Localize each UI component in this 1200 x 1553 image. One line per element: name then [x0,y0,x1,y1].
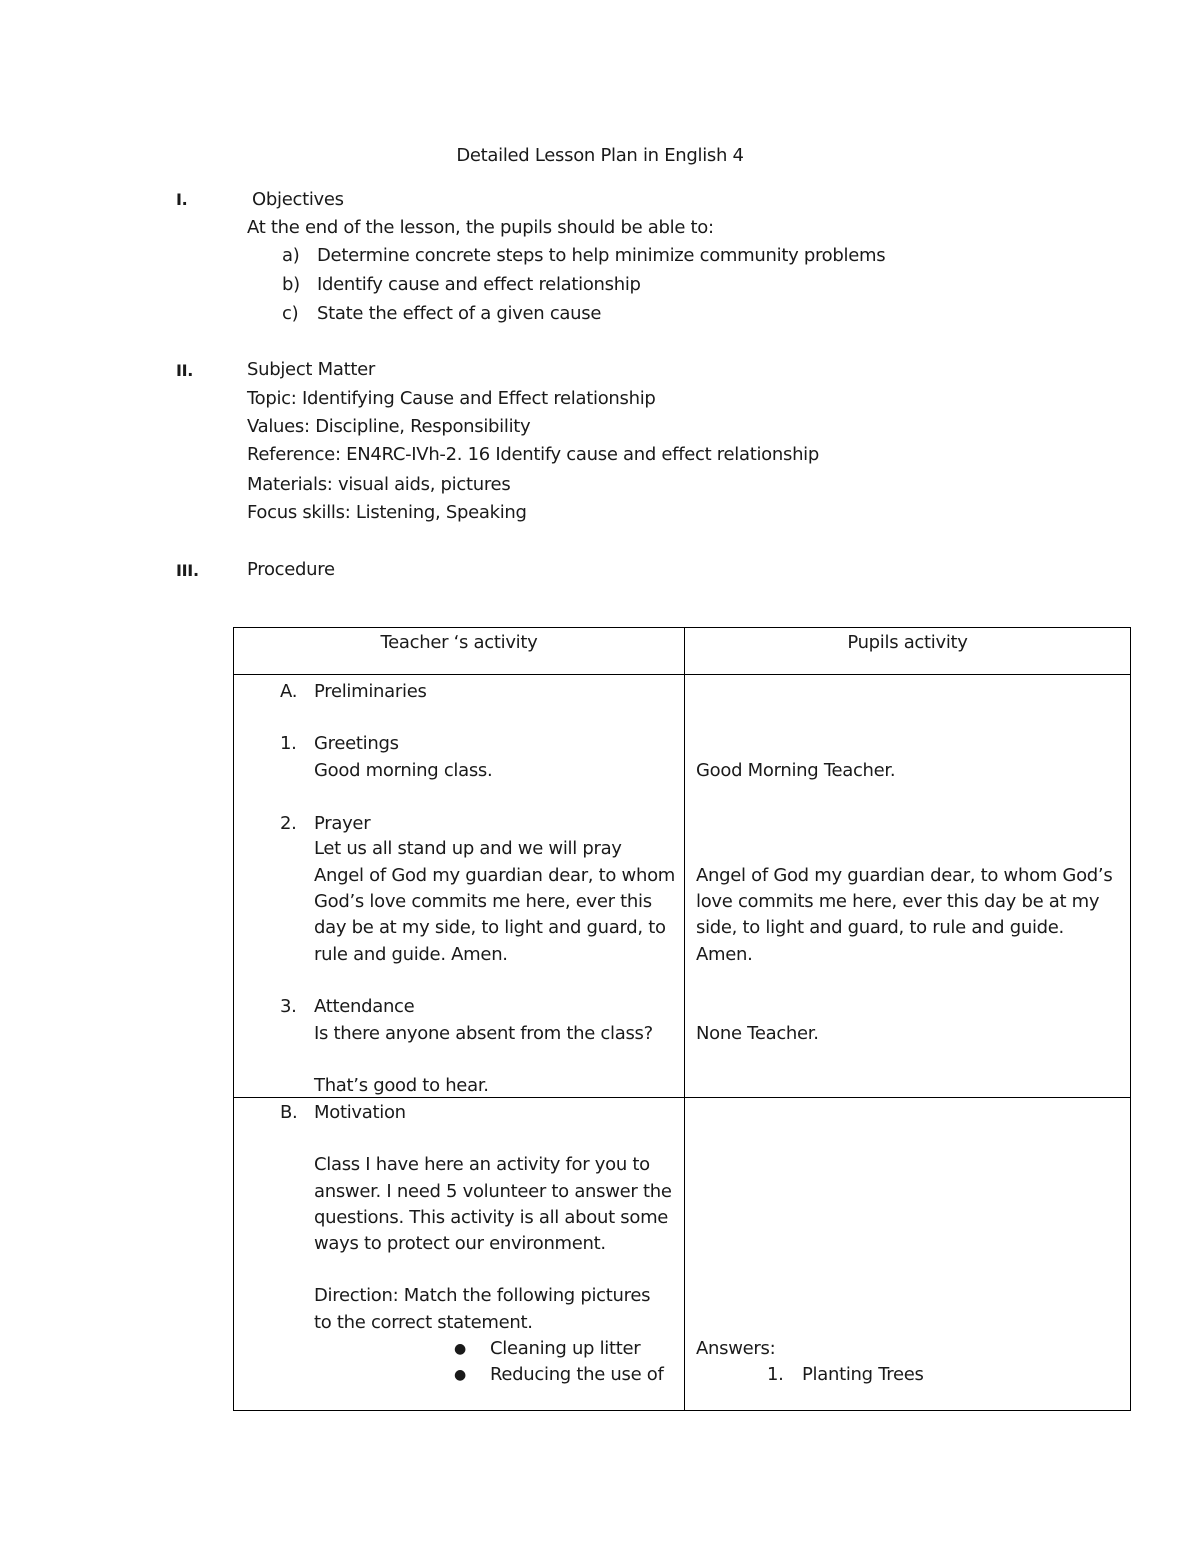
objective-text: Identify cause and effect relationship [317,274,641,295]
greetings-pupil: Good Morning Teacher. [696,760,896,781]
section-numeral-procedure: III. [176,561,199,580]
prayer-pupil-line: Angel of God my guardian dear, to whom God’s [696,865,1113,886]
objectives-intro: At the end of the lesson, the pupils should be able to: [247,217,714,238]
list-number: 1. [280,733,297,754]
section-marker: A. [280,681,298,702]
motivation-title: Motivation [314,1102,406,1123]
teacher-activity-header: Teacher ‘s activity [234,628,685,675]
bullet-item: Cleaning up litter [490,1338,641,1359]
document-title: Detailed Lesson Plan in English 4 [456,145,744,166]
table-header-row [234,628,1131,675]
subject-matter-reference: Reference: EN4RC-IVh-2. 16 Identify cause and effect relationship [247,444,820,465]
bullet-item: Reducing the use of [490,1364,664,1385]
subject-matter-heading: Subject Matter [247,359,375,380]
answer-text: Planting Trees [802,1364,924,1385]
prayer-pupil-line: side, to light and guard, to rule and guide. [696,917,1064,938]
objective-text: Determine concrete steps to help minimize community problems [317,245,886,266]
answer-number: 1. [767,1364,784,1385]
teacher-cell-motivation [234,1098,685,1411]
table-row-motivation [234,1098,1131,1411]
prayer-pupil-line: love commits me here, ever this day be at my [696,891,1100,912]
list-number: 3. [280,996,297,1017]
motivation-teacher-line: ways to protect our environment. [314,1233,606,1254]
procedure-heading: Procedure [247,559,335,580]
pupil-cell-preliminaries [685,675,1131,1098]
objective-letter: c) [282,303,299,324]
objective-letter: a) [282,245,300,266]
subject-matter-topic: Topic: Identifying Cause and Effect relationship [247,388,656,409]
attendance-teacher-followup: That’s good to hear. [314,1075,489,1096]
pupil-cell-motivation [685,1098,1131,1411]
objective-text: State the effect of a given cause [317,303,602,324]
prayer-teacher-line: rule and guide. Amen. [314,944,508,965]
direction-line: Direction: Match the following pictures [314,1285,651,1306]
subject-matter-materials: Materials: visual aids, pictures [247,474,511,495]
prayer-teacher-line: Let us all stand up and we will pray [314,838,622,859]
bullet-icon: ● [454,1341,466,1357]
prayer-teacher-line: Angel of God my guardian dear, to whom [314,865,676,886]
answers-label: Answers: [696,1338,776,1359]
objectives-heading: Objectives [252,189,344,210]
list-number: 2. [280,813,297,834]
procedure-table [233,627,1131,1411]
greetings-title: Greetings [314,733,399,754]
subject-matter-values: Values: Discipline, Responsibility [247,416,531,437]
attendance-title: Attendance [314,996,415,1017]
section-marker: B. [280,1102,298,1123]
direction-line: to the correct statement. [314,1312,533,1333]
section-numeral-subject-matter: II. [176,361,194,380]
prayer-teacher-line: day be at my side, to light and guard, to [314,917,666,938]
subject-matter-focus-skills: Focus skills: Listening, Speaking [247,502,527,523]
bullet-icon: ● [454,1367,466,1383]
teacher-cell-preliminaries [234,675,685,1098]
motivation-teacher-line: questions. This activity is all about some [314,1207,669,1228]
attendance-teacher: Is there anyone absent from the class? [314,1023,653,1044]
pupils-activity-header: Pupils activity [685,628,1131,675]
motivation-teacher-line: answer. I need 5 volunteer to answer the [314,1181,672,1202]
motivation-teacher-line: Class I have here an activity for you to [314,1154,650,1175]
section-numeral-objectives: I. [176,190,188,209]
greetings-teacher: Good morning class. [314,760,493,781]
prayer-title: Prayer [314,813,371,834]
objective-letter: b) [282,274,300,295]
preliminaries-title: Preliminaries [314,681,427,702]
attendance-pupil: None Teacher. [696,1023,819,1044]
table-row-preliminaries [234,675,1131,1098]
prayer-teacher-line: God’s love commits me here, ever this [314,891,652,912]
prayer-pupil-line: Amen. [696,944,753,965]
